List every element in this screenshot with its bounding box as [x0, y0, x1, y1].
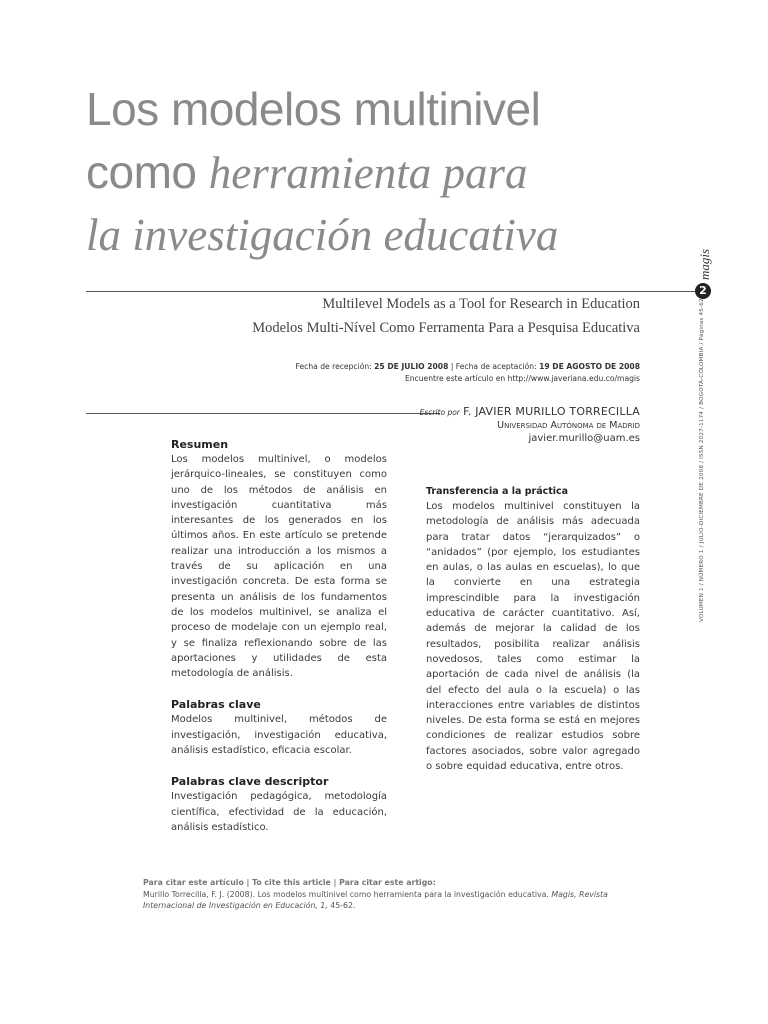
portuguese-title: Modelos Multi-Nível Como Ferramenta Para a Pesquisa Educativa — [252, 320, 640, 336]
issue-number-badge: 2 — [695, 283, 711, 299]
dates-separator: | — [450, 362, 454, 371]
abstract-heading: Resumen — [171, 438, 229, 451]
title-line-3-italic: la investigación educativa — [86, 210, 559, 260]
english-title: Multilevel Models as a Tool for Research in Education — [322, 296, 640, 312]
dates-line — [296, 362, 640, 371]
title-line-2-italic: herramienta para — [208, 148, 528, 198]
keywords-heading: Palabras clave — [171, 698, 261, 712]
author-email[interactable]: javier.murillo@uam.es — [528, 433, 640, 444]
title-line-2-sans: como — [86, 146, 209, 198]
right-column — [426, 484, 640, 774]
abstract-text: Los modelos multinivel, o modelos jerárquico-lineales, se constituyen como uno de los métodos de análisis en investigación cuantitativa más interesantes de los generados en los últimos años. En este artículo se pretende realizar una introducción a los mismos a través de su aplicación en una investigación concreta. De esta forma se presenta un análisis de los fundamentos de los modelos multinivel, se analiza el proceso de modelaje con un ejemplo real, y se finaliza reflexionando sobre de las aportaciones y utilidades de esta metodología de análisis. — [171, 454, 387, 680]
author-block — [420, 405, 640, 445]
citation-text — [143, 889, 643, 912]
written-by-label: Escrito por — [419, 408, 460, 417]
citation-heading: Para citar este artículo | To cite this article | Para citar este artigo: — [143, 878, 436, 887]
descriptor-keywords-text: Investigación pedagógica, metodología científica, efectividad de la educación, análisis estadístico. — [171, 791, 387, 833]
descriptor-keywords-heading: Palabras clave descriptor — [171, 775, 329, 789]
journal-name: magis — [697, 248, 712, 280]
acceptance-label: Fecha de aceptación: — [455, 362, 537, 371]
citation-text-plain: Murillo Torrecilla, F. J. (2008). Los modelos multinivel como herramienta para la investigación educativa. — [143, 889, 552, 899]
reception-date: 25 DE JULIO 2008 — [374, 362, 449, 371]
author-name: F. JAVIER MURILLO TORRECILLA — [463, 405, 640, 418]
acceptance-date: 19 DE AGOSTO DE 2008 — [539, 362, 640, 371]
citation-journal: Magis, Revista Internacional de Investigación en Educación, 1, — [143, 889, 608, 910]
journal-sidebar — [689, 250, 721, 630]
practice-transfer-text: Los modelos multinivel constituyen la metodología de análisis más adecuada para tratar datos “jerarquizados” o “anidados” (por ejemplo, los estudiantes en aulas, o las aulas en escuelas), lo que la convierte en una estrategia imprescindible para la investigación educativa de carácter cuantitativo. Así, además de mejorar la calidad de los resultados, posibilita realizar análisis novedosos, tales como estimar la aportación de cada nivel de análisis (la del efecto del aula o la escuela) o las interacciones entre variables de distintos niveles. De esta forma se está en mejores condiciones de realizar estudios sobre factores asociados, sobre valor agregado o sobre equidad educativa, entre otros. — [426, 501, 640, 773]
journal-volume-info: VOLUMEN 1 / NÚMERO 1 / JULIO-DICIEMBRE DE 2008 / ISSN 2027-1174 / BOGOTÁ-COLOMBIA / Páginas 45-62 — [699, 298, 705, 622]
practice-transfer-heading: Transferencia a la práctica — [426, 486, 569, 497]
keywords-text: Modelos multinivel, métodos de investigación, investigación educativa, análisis estadístico, eficacia escolar. — [171, 714, 387, 757]
reception-label: Fecha de recepción: — [295, 362, 372, 371]
author-institution: Universidad Autónoma de Madrid — [497, 420, 640, 431]
article-url[interactable]: Encuentre este artículo en http://www.javeriana.edu.co/magis — [404, 374, 640, 383]
citation-block — [143, 877, 643, 912]
title-line-1: Los modelos multinivel — [86, 83, 541, 135]
upper-divider — [86, 291, 698, 292]
lower-divider — [86, 413, 440, 414]
left-column — [171, 437, 387, 835]
article-title — [86, 80, 646, 268]
citation-pages: 45-62. — [327, 901, 356, 910]
